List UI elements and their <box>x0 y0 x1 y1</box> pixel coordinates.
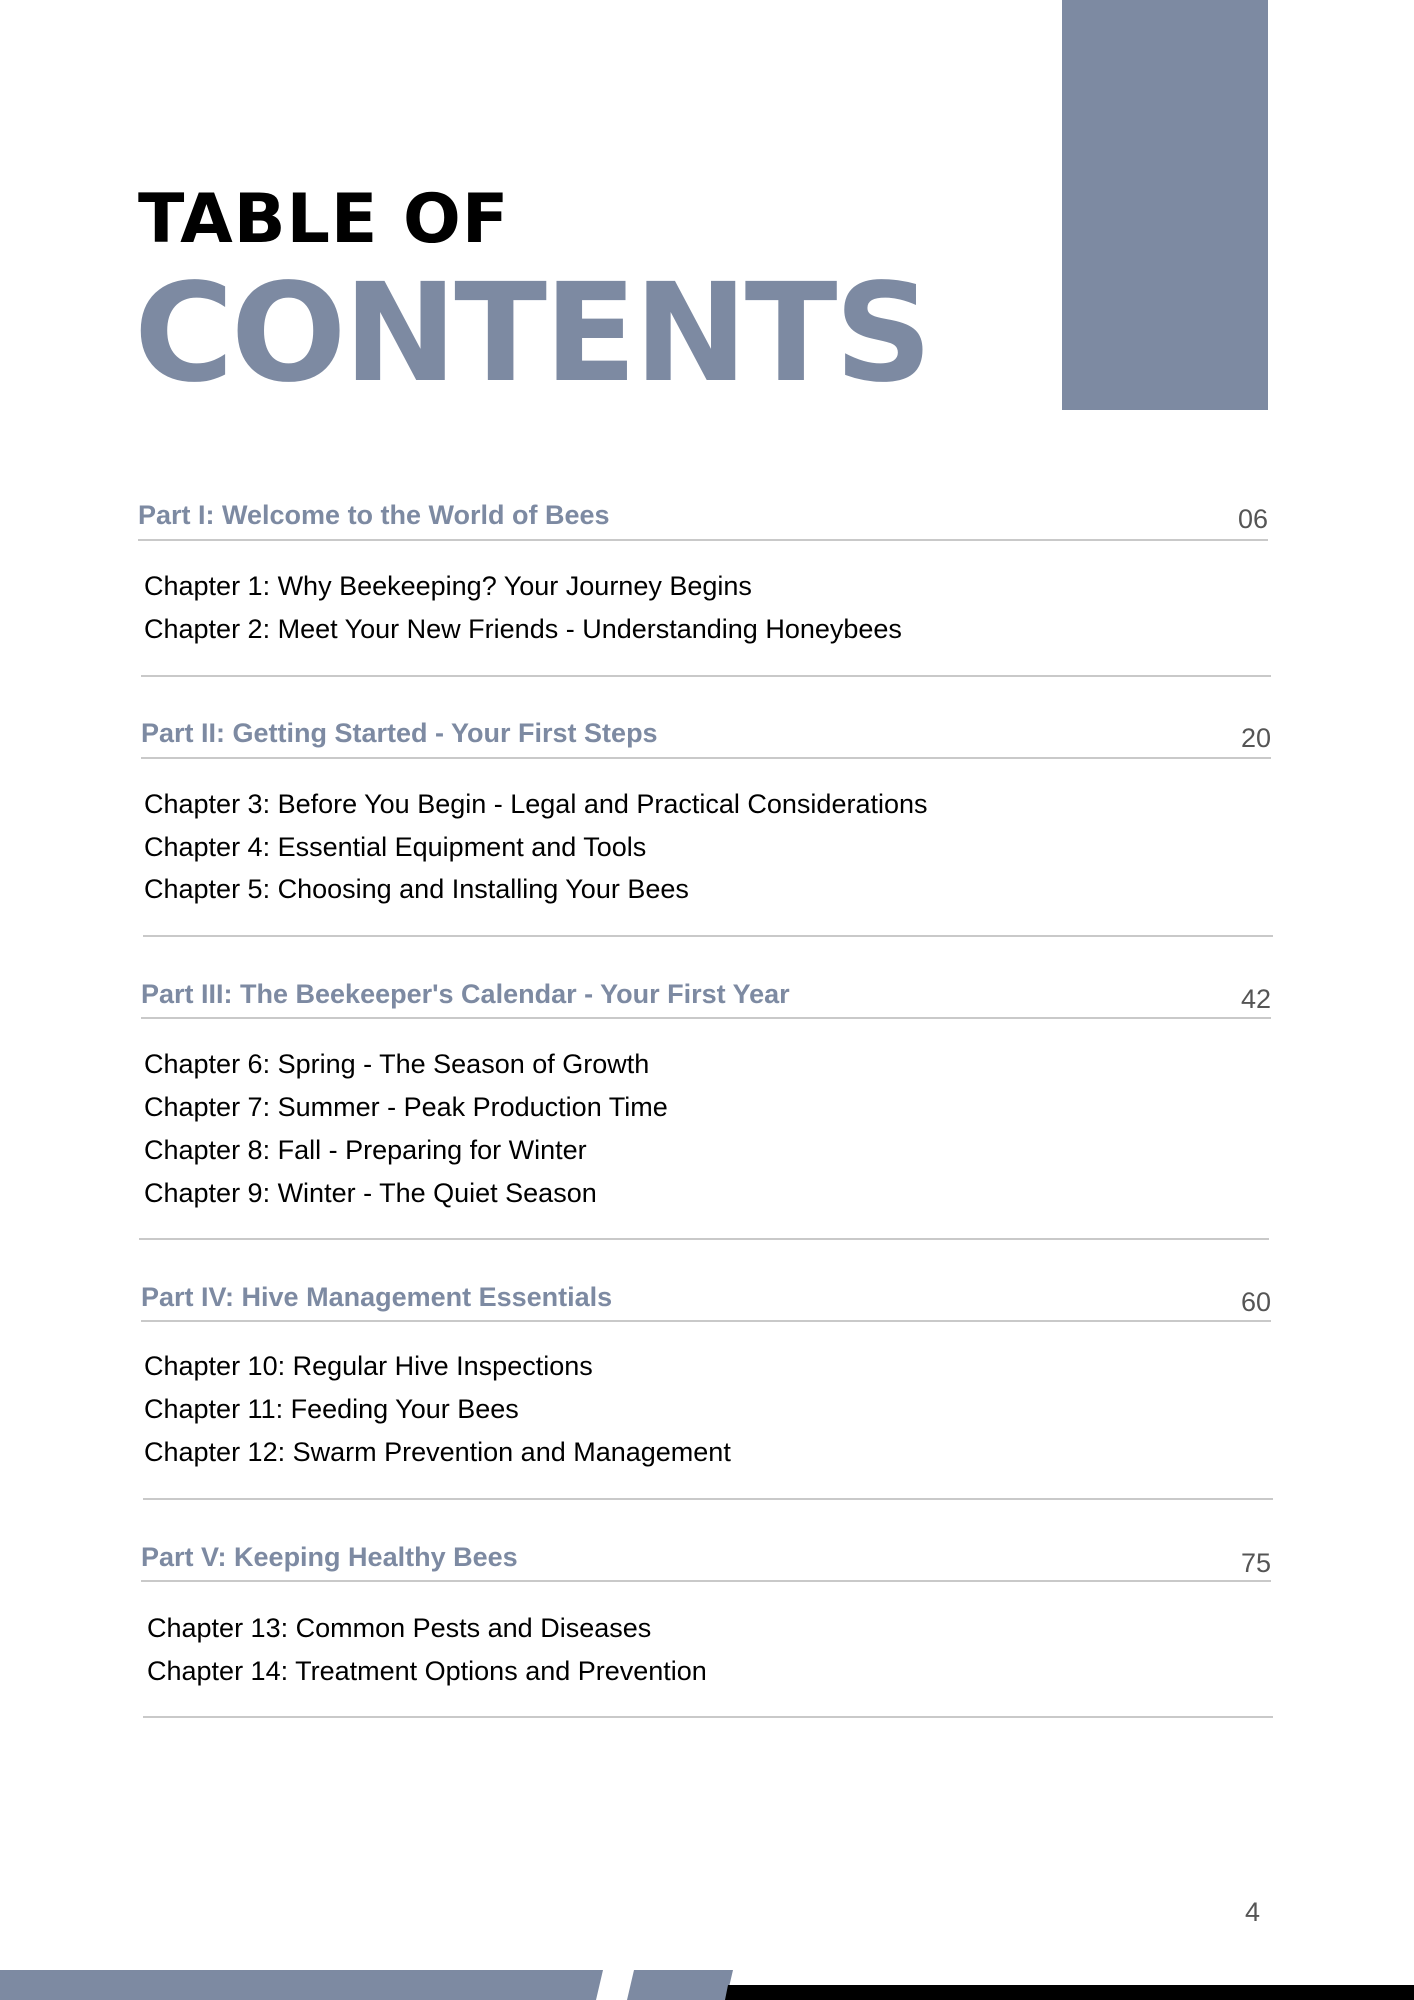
part-underline <box>141 1320 1271 1322</box>
chapter-entry[interactable]: Chapter 7: Summer - Peak Production Time <box>144 1092 668 1122</box>
part-page-number: 20 <box>1240 723 1271 753</box>
chapter-entry[interactable]: Chapter 1: Why Beekeeping? Your Journey Begins <box>144 571 752 601</box>
section-divider <box>143 935 1273 937</box>
page-title-line2: CONTENTS <box>134 255 930 413</box>
footer-bar-middle <box>627 1970 733 2000</box>
part-page-number: 06 <box>1237 504 1268 534</box>
chapter-entry[interactable]: Chapter 9: Winter - The Quiet Season <box>144 1178 597 1208</box>
part-title[interactable]: Part II: Getting Started - Your First Steps <box>141 718 658 748</box>
page-number: 4 <box>1244 1897 1260 1927</box>
chapter-entry[interactable]: Chapter 6: Spring - The Season of Growth <box>144 1049 650 1079</box>
footer-bar-right <box>725 1985 1414 2000</box>
chapter-entry[interactable]: Chapter 12: Swarm Prevention and Management <box>144 1437 731 1467</box>
footer-bar-left <box>0 1970 603 2000</box>
part-title[interactable]: Part V: Keeping Healthy Bees <box>141 1542 518 1572</box>
chapter-entry[interactable]: Chapter 4: Essential Equipment and Tools <box>144 832 647 862</box>
chapter-entry[interactable]: Chapter 5: Choosing and Installing Your Bees <box>144 874 689 904</box>
section-divider <box>141 675 1271 677</box>
part-underline <box>141 757 1271 759</box>
part-title[interactable]: Part III: The Beekeeper's Calendar - Your First Year <box>141 979 790 1009</box>
chapter-entry[interactable]: Chapter 8: Fall - Preparing for Winter <box>144 1135 587 1165</box>
part-title[interactable]: Part IV: Hive Management Essentials <box>141 1282 613 1312</box>
part-page-number: 60 <box>1240 1287 1271 1317</box>
accent-block <box>1062 0 1268 410</box>
chapter-entry[interactable]: Chapter 11: Feeding Your Bees <box>144 1394 519 1424</box>
part-page-number: 42 <box>1240 984 1271 1014</box>
section-divider <box>143 1498 1273 1500</box>
section-divider <box>143 1716 1273 1718</box>
part-title[interactable]: Part I: Welcome to the World of Bees <box>138 500 610 530</box>
part-page-number: 75 <box>1240 1548 1271 1578</box>
chapter-entry[interactable]: Chapter 3: Before You Begin - Legal and Practical Considerations <box>144 789 928 819</box>
part-underline <box>141 1580 1271 1582</box>
page-title-line1: TABLE OF <box>138 180 510 259</box>
footer-decoration <box>0 1960 1414 2000</box>
part-underline <box>141 1017 1271 1019</box>
section-divider <box>139 1238 1269 1240</box>
chapter-entry[interactable]: Chapter 13: Common Pests and Diseases <box>147 1613 652 1643</box>
chapter-entry[interactable]: Chapter 10: Regular Hive Inspections <box>144 1351 593 1381</box>
part-underline <box>138 539 1268 541</box>
chapter-entry[interactable]: Chapter 14: Treatment Options and Prevention <box>147 1656 707 1686</box>
chapter-entry[interactable]: Chapter 2: Meet Your New Friends - Understanding Honeybees <box>144 614 902 644</box>
